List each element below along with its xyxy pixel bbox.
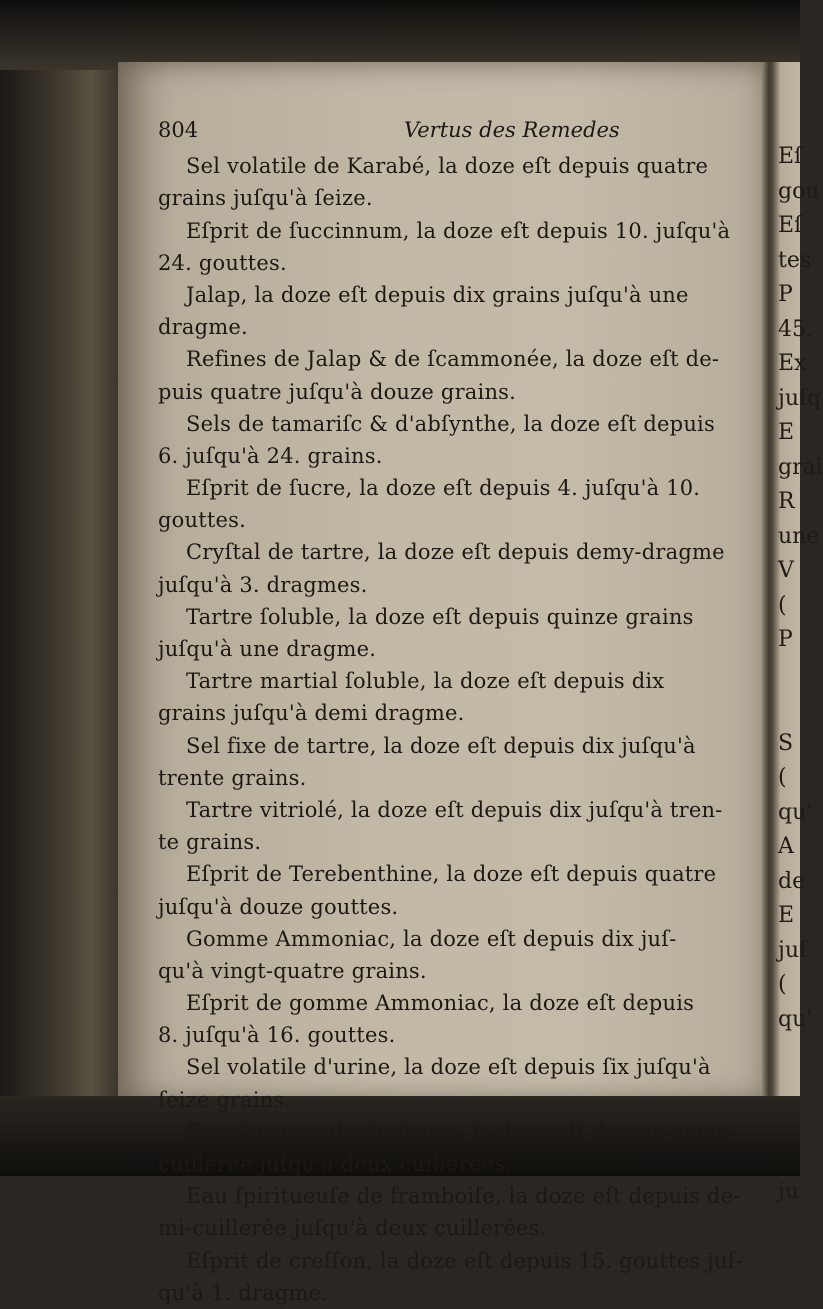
facing-page-fragment: R [778,489,795,514]
facing-page-fragment: Eſ [778,213,803,238]
facing-page-fragment: juſq [778,385,822,411]
text-line: dragme. [158,315,248,340]
facing-page-fragment: P [778,627,793,652]
text-line: Sels de tamariſc & d'abſynthe, la doze eſt depuis [186,411,715,436]
text-line: Refines de Jalap & de ſcammonée, la doze eſt de- [186,347,720,372]
facing-page-fragment: E [778,903,795,928]
text-line: Eau ſpiritueuſe de framboiſe, la doze eſt depuis de- [186,1184,741,1209]
facing-page-fragment: qu' [778,1006,813,1032]
text-line: Eſprit de ſucre, la doze eſt depuis 4. juſqu'à 10. [186,476,701,501]
text-line: juſqu'à 3. dragmes. [158,572,368,597]
text-line: juſqu'à une dragme. [158,637,377,661]
page-number: 804 [158,118,199,142]
facing-page-fragment: grai [778,454,823,480]
book-shadow-top [0,0,800,70]
text-line: Tartre vitriolé, la doze eſt depuis dix juſqu'à tren- [186,797,723,822]
facing-page-fragment [778,658,800,693]
facing-page-fragment: S [778,730,794,756]
facing-page-fragment [778,692,800,727]
facing-page-fragment: de [778,868,806,894]
text-line: gouttes. [158,508,246,533]
text-line: Eau Spiritueuſe de fraize, la doze eſt depuis demi- [186,1119,731,1144]
facing-page-text [778,140,823,1210]
text-line: 24. gouttes. [158,250,287,275]
text-line: qu'à 1. dragme. [158,1280,329,1305]
text-line: te grains. [158,830,262,855]
text-line: Tartre martial ſoluble, la doze eſt depuis dix [186,669,665,694]
text-line: Jalap, la doze eſt depuis dix grains juſqu'à une [186,282,689,307]
text-line: grains juſqu'à ſeize. [158,186,373,211]
text-line: Sel volatile de Karabé, la doze eſt depuis quatre [186,154,709,179]
book-shadow-left [0,0,130,1176]
text-line: juſqu'à douze gouttes. [158,894,399,919]
text-line: qu'à vingt-quatre grains. [158,958,427,983]
facing-page-fragment: juſ [778,937,808,963]
facing-page-fragment: ( [778,765,787,790]
text-line: Eſprit de gomme Ammoniac, la doze eſt depuis [186,991,695,1016]
text-line: 8. juſqu'à 16. gouttes. [158,1023,396,1048]
header-spacer [158,118,748,150]
text-line: puis quatre juſqu'à douze grains. [158,379,517,404]
text-line: Eſprit de ſuccinnum, la doze eſt depuis 10. juſqu'à [186,218,731,243]
facing-page-fragment: 45. [778,316,813,342]
facing-page-fragment: Ex [778,351,807,376]
facing-page-fragment: qu' [778,799,813,825]
facing-page-fragment: P [778,282,793,307]
running-title: Vertus des Remedes [404,118,620,142]
text-line: Gomme Ammoniac, la doze eſt depuis dix juſ- [186,926,677,951]
facing-page-fragment [778,1037,800,1072]
text-line: 6. juſqu'à 24. grains. [158,443,383,468]
facing-page-fragment: A [778,834,794,859]
text-line: Tartre ſoluble, la doze eſt depuis quinze grains [186,604,694,629]
text-line: grains juſqu'à demi dragme. [158,701,465,726]
facing-page-fragment: gou [778,178,820,204]
text-line: trente grains. [158,765,307,790]
text-line: Cryſtal de tartre, la doze eſt depuis demy-dragme [186,540,725,565]
text-line: Sel fixe de tartre, la doze eſt depuis dix juſqu'à [186,733,696,758]
facing-page-fragment: ( [778,972,787,997]
facing-page-fragment: ju [778,1179,799,1204]
facing-page-fragment: Eſ [778,144,803,169]
facing-page-fragment: une [778,523,820,549]
facing-page-fragment: V [778,558,794,583]
facing-page-fragment: ( [778,592,787,618]
facing-page-fragment: tes [778,247,812,273]
text-line: Eſprit de Terebenthine, la doze eſt depuis quatre [186,862,717,887]
text-line: cuillerée juſqu'à deux cuillerées. [158,1152,513,1176]
text-line: Sel volatile d'urine, la doze eſt depuis ſix juſqu'à [186,1055,711,1080]
text-line: Eſprit de creſſon, la doze eſt depuis 15. gouttes juſ- [186,1248,743,1273]
text-line: ſeize grains. [158,1087,292,1112]
facing-page-fragment: E [778,420,795,445]
text-line: mi-cuillerée juſqu'à deux cuillerées. [158,1216,547,1241]
page-body [158,118,748,1309]
